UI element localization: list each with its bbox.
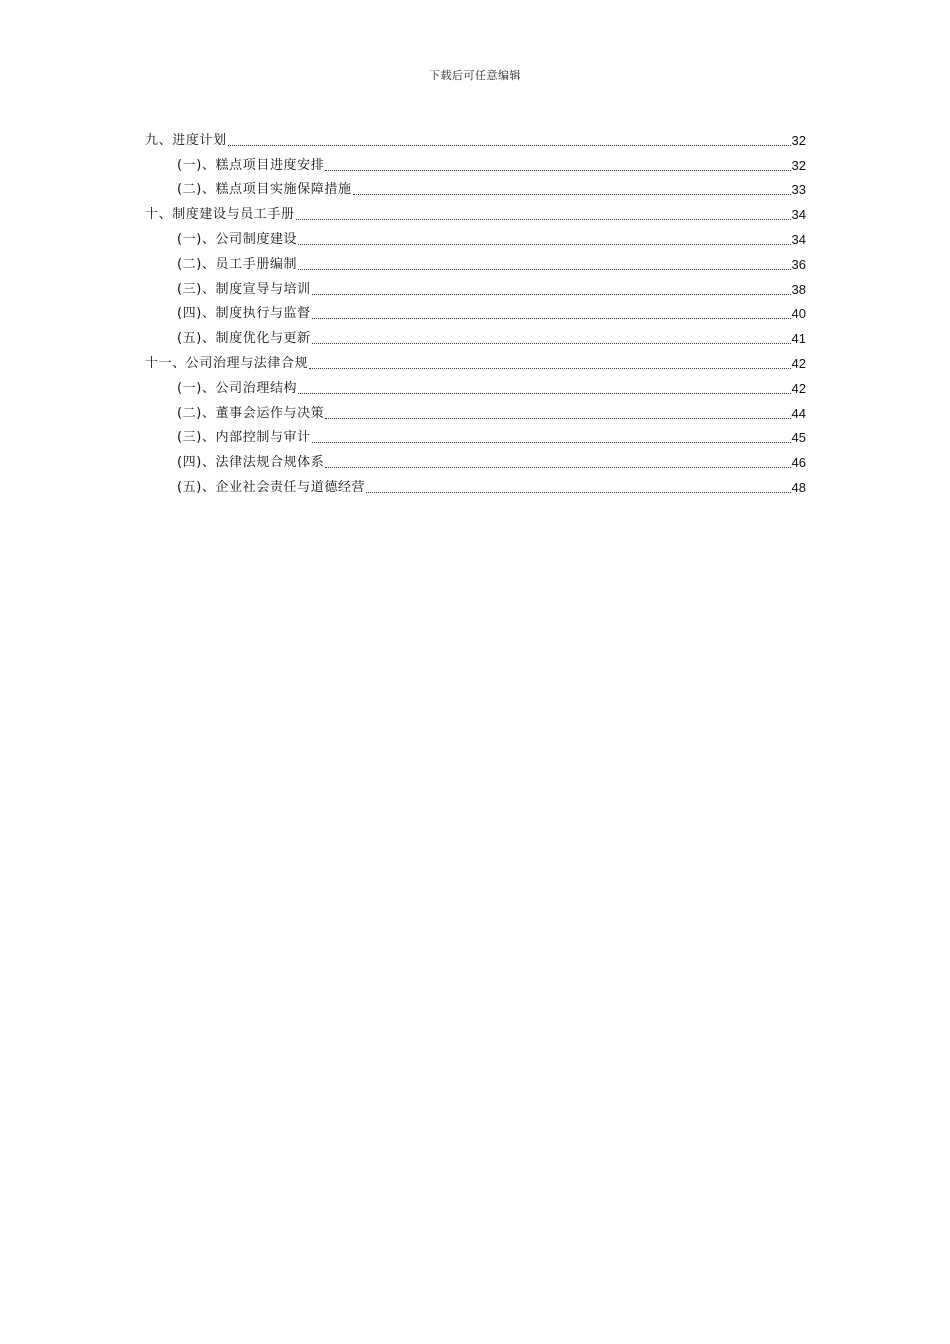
toc-entry-label: (二)、糕点项目实施保障措施	[177, 182, 352, 198]
toc-leader-dots	[353, 194, 791, 195]
toc-leader-dots	[296, 219, 791, 220]
toc-page-number: 34	[791, 231, 806, 247]
toc-page-number: 42	[791, 380, 806, 396]
toc-leader-dots	[325, 418, 790, 419]
toc-entry[interactable]	[145, 200, 806, 225]
toc-entry[interactable]	[145, 349, 806, 374]
toc-entry[interactable]	[145, 300, 806, 325]
toc-entry-label: (三)、内部控制与审计	[177, 430, 311, 446]
toc-leader-dots	[312, 318, 791, 319]
toc-leader-dots	[325, 467, 790, 468]
toc-entry-label: (一)、公司制度建设	[177, 231, 298, 247]
toc-entry-label: 九、进度计划	[145, 132, 227, 148]
toc-page-number: 34	[791, 207, 806, 223]
toc-entry[interactable]	[145, 176, 806, 201]
toc-page-number: 41	[791, 331, 806, 347]
toc-leader-dots	[366, 492, 790, 493]
toc-entry-label: (五)、制度优化与更新	[177, 331, 311, 347]
toc-entry-label: (四)、制度执行与监督	[177, 306, 311, 322]
toc-page-number: 33	[791, 182, 806, 198]
toc-leader-dots	[309, 368, 790, 369]
toc-leader-dots	[312, 294, 791, 295]
toc-entry[interactable]	[145, 399, 806, 424]
toc-entry-label: (四)、法律法规合规体系	[177, 455, 325, 471]
toc-entry-label: (二)、员工手册编制	[177, 256, 298, 272]
toc-page-number: 42	[791, 355, 806, 371]
toc-leader-dots	[298, 244, 790, 245]
toc-page-number: 40	[791, 306, 806, 322]
toc-page-number: 32	[791, 132, 806, 148]
toc-entry[interactable]	[145, 324, 806, 349]
toc-entry[interactable]	[145, 275, 806, 300]
toc-page-number: 48	[791, 479, 806, 495]
toc-leader-dots	[298, 269, 790, 270]
toc-page-number: 36	[791, 256, 806, 272]
toc-entry-label: (二)、董事会运作与决策	[177, 405, 325, 421]
toc-leader-dots	[312, 442, 791, 443]
toc-page-number: 46	[791, 455, 806, 471]
toc-leader-dots	[325, 170, 790, 171]
toc-page-number: 44	[791, 405, 806, 421]
toc-entry[interactable]	[145, 424, 806, 449]
toc-entry[interactable]	[145, 250, 806, 275]
toc-entry-label: 十、制度建设与员工手册	[145, 207, 295, 223]
toc-entry-label: 十一、公司治理与法律合规	[145, 355, 309, 371]
toc-entry-label: (一)、公司治理结构	[177, 380, 298, 396]
toc-entry[interactable]	[145, 151, 806, 176]
table-of-contents	[145, 126, 806, 498]
toc-leader-dots	[228, 145, 791, 146]
toc-entry-label: (三)、制度宣导与培训	[177, 281, 311, 297]
toc-entry[interactable]	[145, 126, 806, 151]
toc-entry-label: (五)、企业社会责任与道德经营	[177, 479, 366, 495]
toc-entry[interactable]	[145, 225, 806, 250]
toc-entry[interactable]	[145, 374, 806, 399]
toc-entry-label: (一)、糕点项目进度安排	[177, 157, 325, 173]
toc-page-number: 38	[791, 281, 806, 297]
toc-leader-dots	[312, 343, 791, 344]
toc-leader-dots	[298, 393, 790, 394]
toc-page-number: 45	[791, 430, 806, 446]
toc-entry[interactable]	[145, 473, 806, 498]
page-header: 下载后可任意编辑	[429, 69, 521, 82]
toc-page-number: 32	[791, 157, 806, 173]
toc-entry[interactable]	[145, 448, 806, 473]
